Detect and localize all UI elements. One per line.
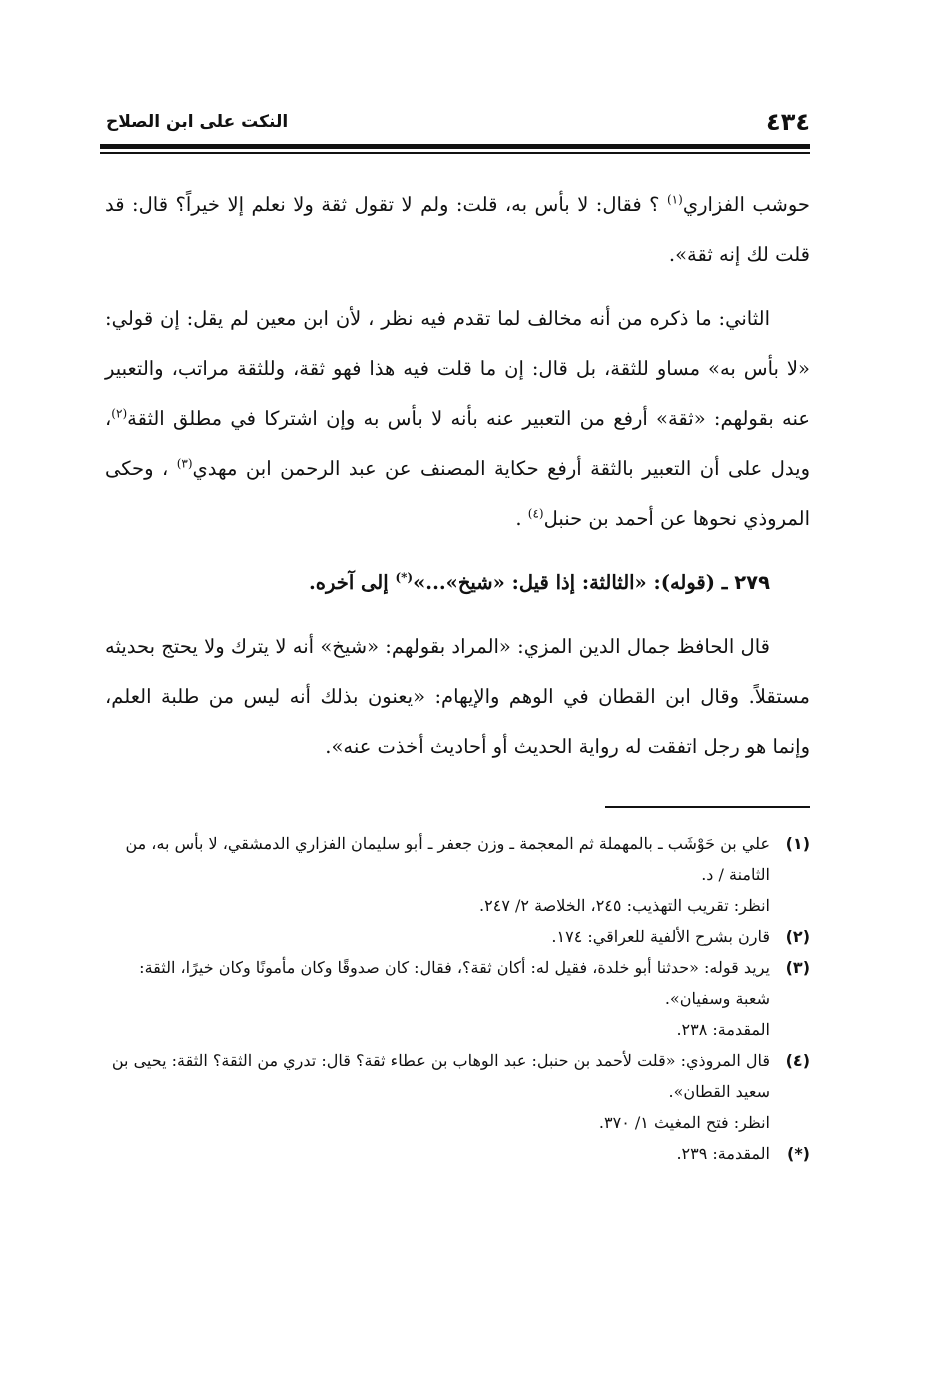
footnote-ref-star[interactable]: (*) bbox=[395, 570, 414, 585]
footnotes bbox=[105, 828, 810, 1169]
footnote-line: قارن بشرح الألفية للعراقي: ١٧٤. bbox=[551, 927, 770, 946]
main-text bbox=[105, 180, 810, 772]
entry-tail: إلى آخره. bbox=[309, 571, 396, 594]
footnote-4 bbox=[105, 1045, 810, 1138]
p1-text-a: حوشب الفزاري bbox=[682, 193, 810, 216]
p1-text-b: ؟ فقال: لا بأس به، قلت: ولم لا تقول ثقة ولا نعلم إلا خيراً؟ قال: قد قلت لك إنه ثقة». bbox=[105, 193, 810, 266]
footnote-line: انظر: تقريب التهذيب: ٢٤٥، الخلاصة ٢/ ٢٤٧. bbox=[479, 896, 770, 915]
footnote-separator bbox=[605, 806, 810, 808]
footnote-line: انظر: فتح المغيث ١/ ٣٧٠. bbox=[598, 1113, 770, 1132]
footnote-line: المقدمة: ٢٣٨. bbox=[676, 1020, 770, 1039]
footnote-marker: (٣) bbox=[785, 958, 810, 977]
paragraph-1 bbox=[105, 180, 810, 280]
page-header bbox=[100, 108, 810, 138]
paragraph-3: قال الحافظ جمال الدين المزي: «المراد بقولهم: «شيخ» أنه لا يترك ولا يحتج بحديثه مستقلاً. وقال ابن القطان في الوهم والإيهام: «يعنون بذلك أنه ليس من طلبة العلم، وإنما هو رجل اتفقت له رواية الحديث أو أحاديث أخذت عنه». bbox=[105, 635, 810, 758]
p2-text-a: الثاني: ما ذكره من أنه مخالف لما تقدم فيه نظر ، لأن ابن معين لم يقل: إن قولي: «لا بأس به» مساو للثقة، بل قال: إن ما قلت فيه هذا فهو ثقة، وللثقة مراتب، والتعبير عنه بقولهم: «ثقة» أرفع من التعبير عنه بأنه لا بأس به وإن اشتركا في مطلق الثقة bbox=[105, 307, 810, 430]
p2-text-c: ، وحكى المروذي نحوها عن أحمد بن حنبل bbox=[105, 457, 810, 530]
entry-text: ـ (قوله): «الثالثة: إذا قيل: «شيخ»...» bbox=[413, 571, 728, 594]
running-title: النكت على ابن الصلاح bbox=[106, 112, 289, 132]
entry-number: ٢٧٩ bbox=[734, 571, 770, 594]
footnote-marker: (*) bbox=[787, 1144, 810, 1163]
paragraph-2 bbox=[105, 294, 810, 544]
footnote-line: علي بن حَوْشَب ـ بالمهملة ثم المعجمة ـ وزن جعفر ـ أبو سليمان الفزاري الدمشقي، لا بأس به، من الثامنة / د. bbox=[125, 834, 770, 884]
page-number: ٤٣٤ bbox=[766, 108, 810, 136]
footnote-marker: (٤) bbox=[785, 1051, 810, 1070]
header-rule-thick bbox=[100, 144, 810, 149]
p2-text-b: ، ويدل على أن التعبير بالثقة أرفع حكاية المصنف عن عبد الرحمن ابن مهدي bbox=[105, 407, 811, 480]
p2-text-d: . bbox=[515, 507, 528, 530]
footnote-line: قال المروذي: «قلت لأحمد بن حنبل: عبد الوهاب بن عطاء ثقة؟ قال: تدري من الثقة؟ الثقة: يحيى بن سعيد القطان». bbox=[111, 1051, 770, 1101]
footnote-1 bbox=[105, 828, 810, 921]
footnote-ref-1[interactable]: (١) bbox=[666, 192, 683, 207]
header-rule-thin bbox=[100, 152, 810, 154]
footnote-2 bbox=[105, 921, 810, 952]
footnote-ref-2[interactable]: (٢) bbox=[111, 406, 128, 421]
footnote-ref-3[interactable]: (٣) bbox=[176, 456, 193, 471]
footnote-line: المقدمة: ٢٣٩. bbox=[676, 1144, 770, 1163]
footnote-marker: (٢) bbox=[785, 927, 810, 946]
footnote-marker: (١) bbox=[785, 834, 810, 853]
footnote-line: يريد قوله: «حدثنا أبو خلدة، فقيل له: أكان ثقة؟، فقال: كان صدوقًا وكان مأمونًا وكان خيرًا، الثقة: شعبة وسفيان». bbox=[139, 958, 770, 1008]
footnote-3 bbox=[105, 952, 810, 1045]
entry-heading bbox=[105, 558, 810, 608]
footnote-star bbox=[105, 1138, 810, 1169]
footnote-ref-4[interactable]: (٤) bbox=[527, 506, 544, 521]
